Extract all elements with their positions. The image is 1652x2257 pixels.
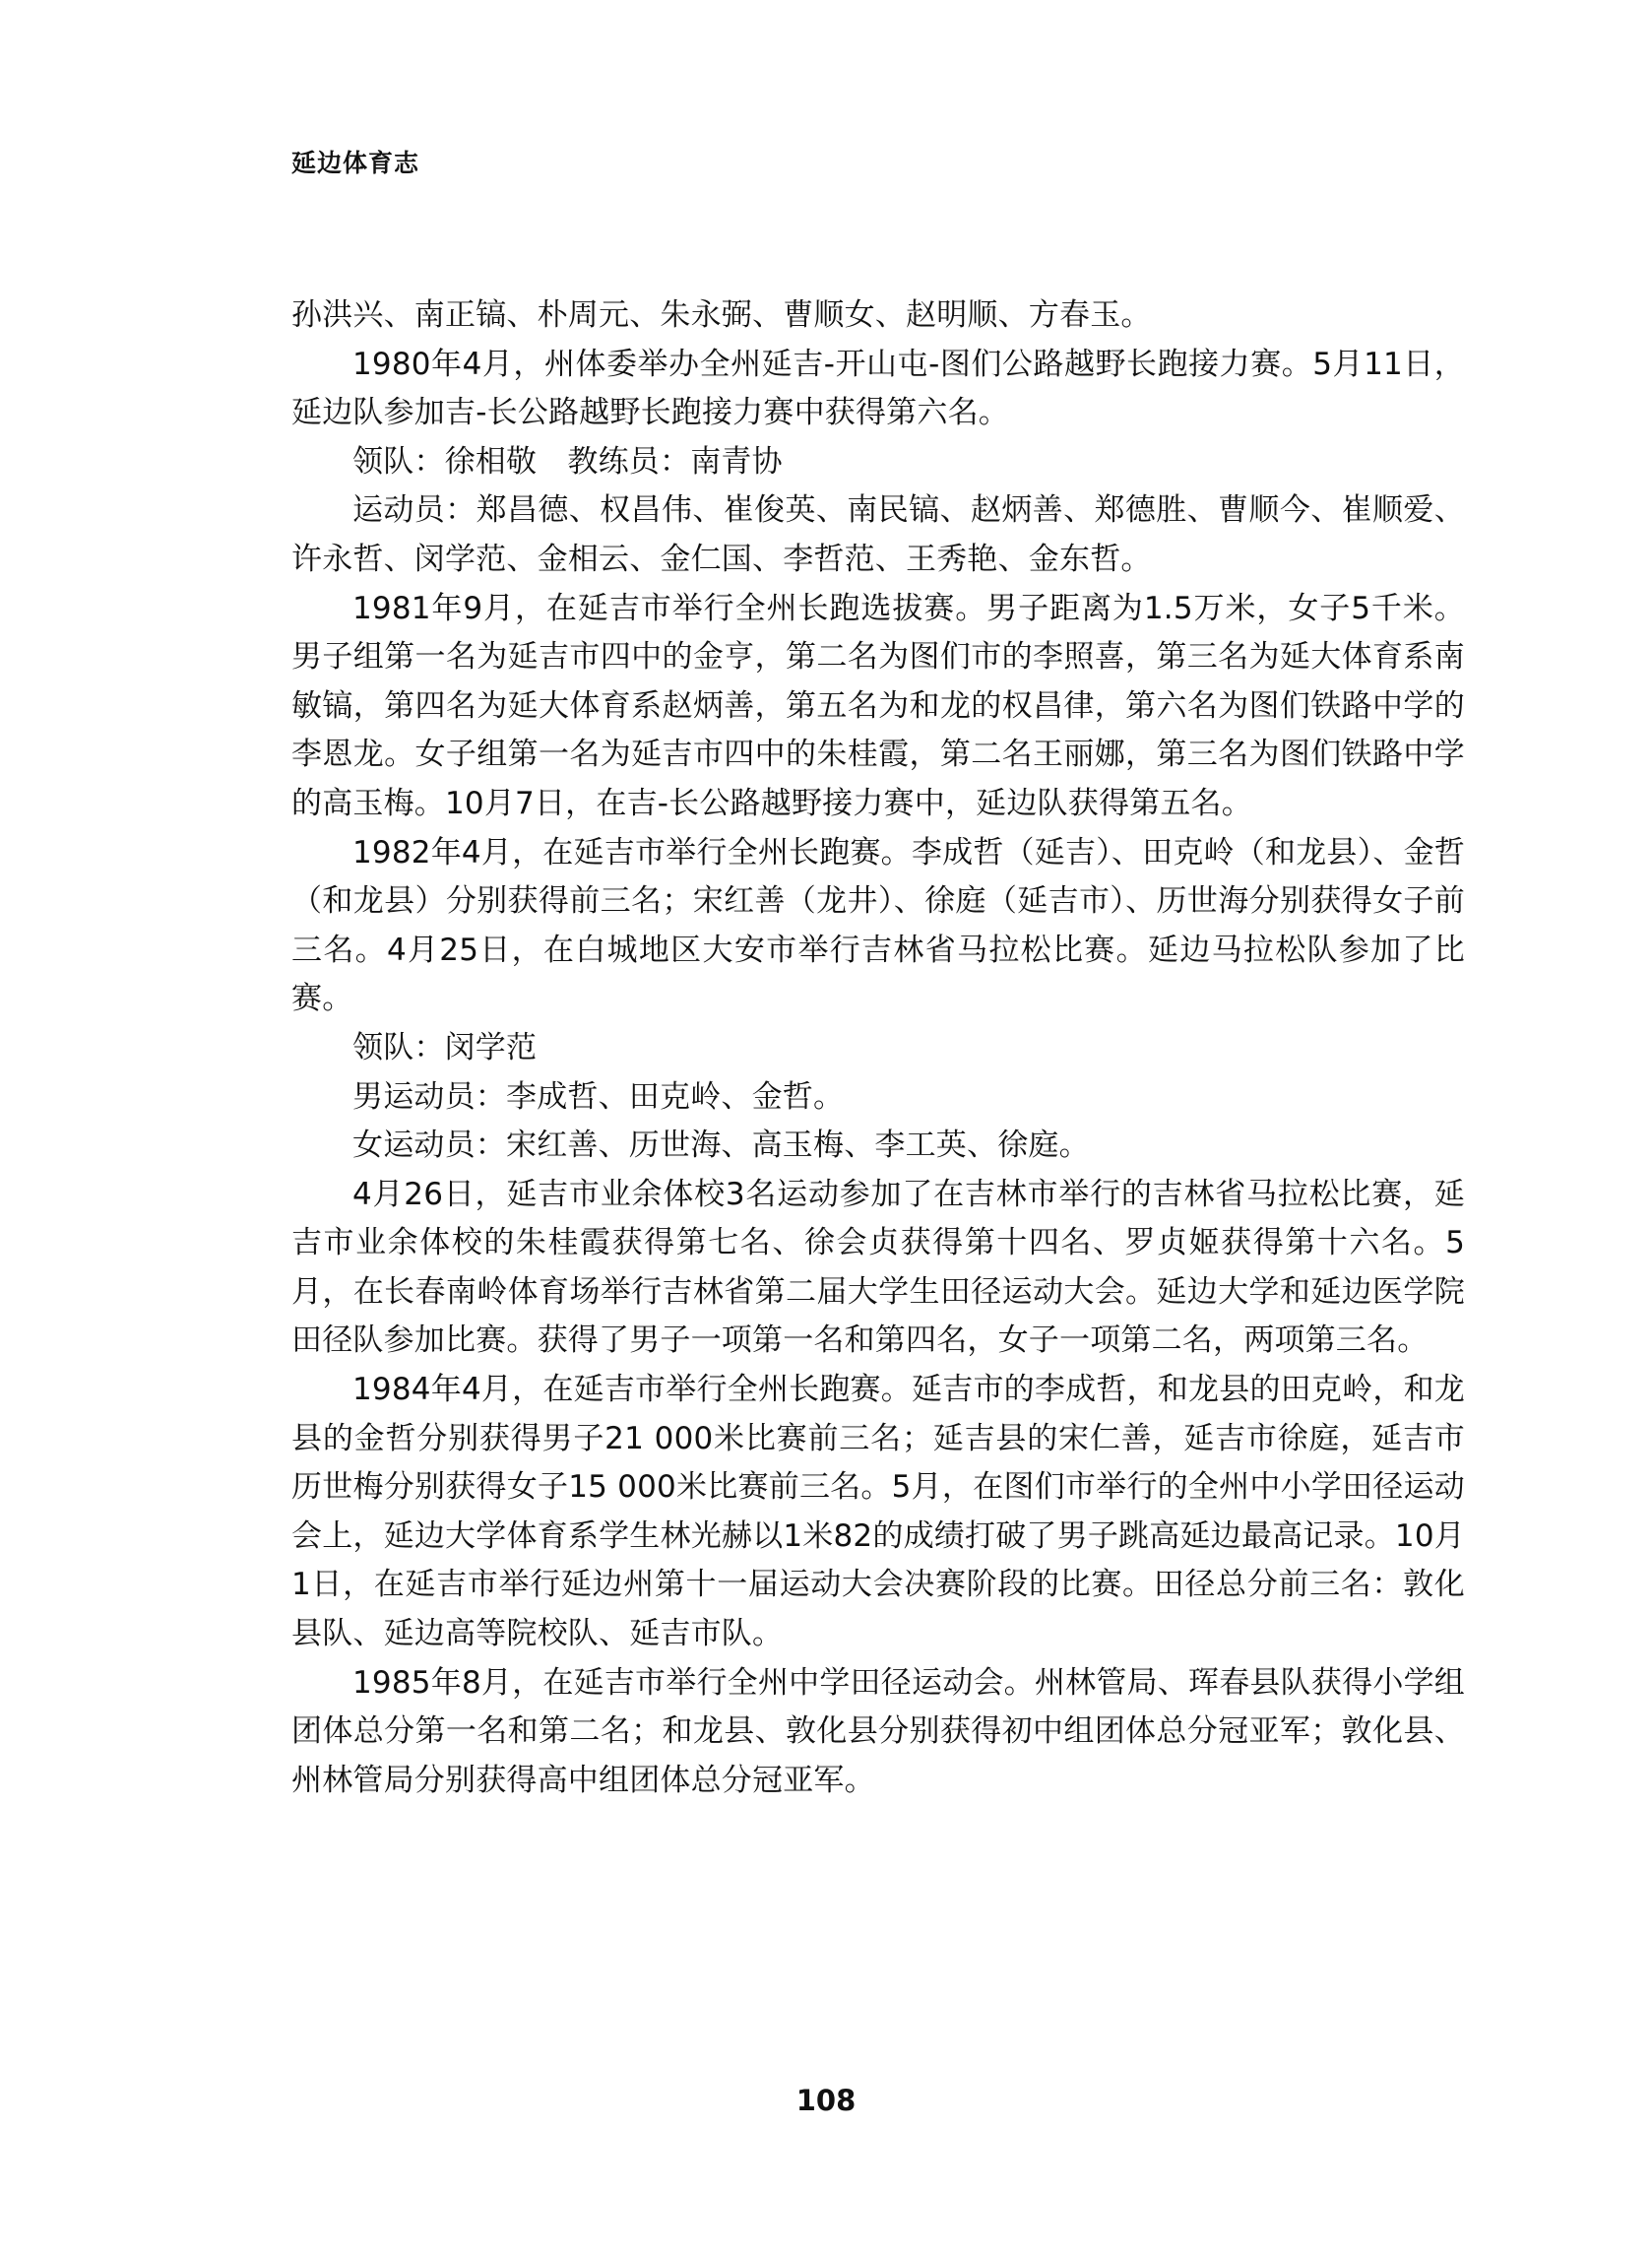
paragraph: 领队：闵学范 <box>352 1029 538 1065</box>
paragraph: 1981年9月，在延吉市举行全州长跑选拔赛。男子距离为1.5万米，女子5千米。男子组第一名为延吉市四中的金亨，第二名为图们市的李照喜，第三名为延大体育系南敏镐，第四名为延大体育系赵炳善，第五名为和龙的权昌律，第六名为图们铁路中学的李恩龙。女子组第一名为延吉市四中的朱桂霞，第二名王丽娜，第三名为图们铁路中学的高玉梅。10月7日，在吉-长公路越野接力赛中，延边队获得第五名。 <box>291 590 1465 821</box>
paragraph: 领队：徐相敬 教练员：南青协 <box>352 443 783 480</box>
paragraph: 运动员：郑昌德、权昌伟、崔俊英、南民镐、赵炳善、郑德胜、曹顺今、崔顺爱、许永哲、闵学范、金相云、金仁国、李哲范、王秀艳、金东哲。 <box>291 492 1465 577</box>
paragraph: 1985年8月，在延吉市举行全州中学田径运动会。州林管局、珲春县队获得小学组团体总分第一名和第二名；和龙县、敦化县分别获得初中组团体总分冠亚军；敦化县、州林管局分别获得高中组团体总分冠亚军。 <box>291 1664 1465 1798</box>
page-number: 108 <box>795 2084 857 2117</box>
paragraph: 孙洪兴、南正镐、朴周元、朱永弼、曹顺女、赵明顺、方春玉。 <box>291 297 1152 333</box>
body-text <box>291 291 1465 1805</box>
running-header: 延边体育志 <box>291 149 420 177</box>
paragraph: 4月26日，延吉市业余体校3名运动参加了在吉林市举行的吉林省马拉松比赛，延吉市业余体校的朱桂霞获得第七名、徐会贞获得第十四名、罗贞姬获得第十六名。5月，在长春南岭体育场举行吉林省第二届大学生田径运动大会。延边大学和延边医学院田径队参加比赛。获得了男子一项第一名和第四名，女子一项第二名，两项第三名。 <box>291 1176 1465 1359</box>
paragraph: 男运动员：李成哲、田克岭、金哲。 <box>352 1078 845 1115</box>
paragraph: 1980年4月，州体委举办全州延吉-开山屯-图们公路越野长跑接力赛。5月11日，延边队参加吉-长公路越野长跑接力赛中获得第六名。 <box>291 346 1465 431</box>
paragraph: 女运动员：宋红善、历世海、高玉梅、李工英、徐庭。 <box>352 1128 1090 1164</box>
paragraph: 1982年4月，在延吉市举行全州长跑赛。李成哲（延吉）、田克岭（和龙县）、金哲（和龙县）分别获得前三名；宋红善（龙井）、徐庭（延吉市）、历世海分别获得女子前三名。4月25日，在白城地区大安市举行吉林省马拉松比赛。延边马拉松队参加了比赛。 <box>291 834 1465 1017</box>
paragraph: 1984年4月，在延吉市举行全州长跑赛。延吉市的李成哲，和龙县的田克岭，和龙县的金哲分别获得男子21 000米比赛前三名；延吉县的宋仁善，延吉市徐庭，延吉市历世梅分别获得女子15 000米比赛前三名。5月，在图们市举行的全州中小学田径运动会上，延边大学体育系学生林光赫以1米82的成绩打破了男子跳高延边最高记录。10月1日，在延吉市举行延边州第十一届运动大会决赛阶段的比赛。田径总分前三名：敦化县队、延边高等院校队、延吉市队。 <box>291 1372 1465 1652</box>
